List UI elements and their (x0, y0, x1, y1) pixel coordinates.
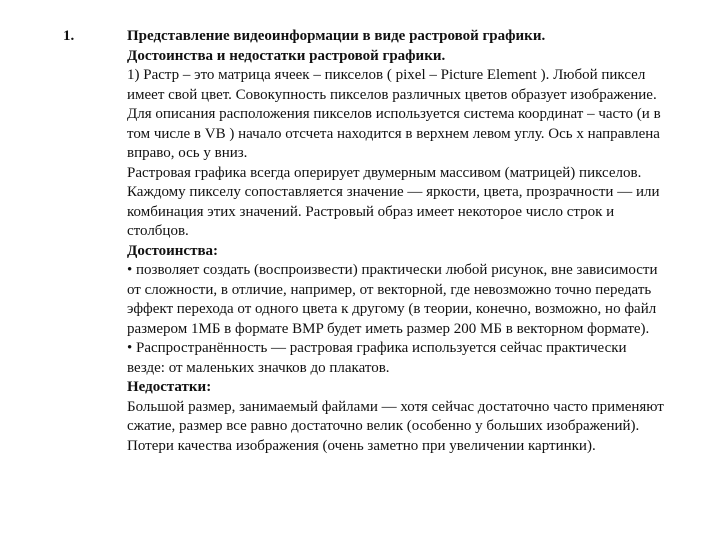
paragraph-raster-definition: 1) Растр – это матрица ячеек – пикселов ( pixel – Picture Element ). Любой пиксел имеет свой цвет. Совокупность пикселов различных цветов образует изображение. Для описания расположения пикселов используется система координат – часто (и в том числе в VB ) начало отсчета находится в верхнем левом углу. Ось x направлена вправо, ось y вниз. (127, 67, 661, 161)
advantages-heading: Достоинства: (127, 242, 219, 259)
disadvantages-heading: Недостатки: (127, 379, 212, 395)
advantage-bullet-2: • Распространённость — растровая графика используется сейчас практически везде: от маленьких значков до плакатов. (127, 340, 627, 376)
disadvantage-item-2: Потери качества изображения (очень заметно при увеличении картинки). (127, 437, 596, 454)
document-body (127, 27, 667, 456)
title-line-2: Достоинства и недостатки растровой графики. (127, 47, 446, 64)
disadvantage-item-1: Большой размер, занимаемый файлами — хотя сейчас достаточно часто применяют сжатие, размер все равно достаточно велик (особенно у больших изображений). (127, 398, 664, 434)
item-number: 1. (63, 28, 75, 44)
paragraph-raster-matrix: Растровая графика всегда оперирует двумерным массивом (матрицей) пикселов. Каждому пикселу сопоставляется значение — яркости, цвета, прозрачности — или комбинация этих значений. Растровый образ имеет некоторое число строк и столбцов. (127, 164, 660, 239)
advantage-bullet-1: • позволяет создать (воспроизвести) практически любой рисунок, вне зависимости от сложности, в отличие, например, от векторной, где невозможно точно передать эффект перехода от одного цвета к другому (в теории, конечно, возможно, но файл размером 1МБ в формате BMP будет иметь размер 200 МБ в векторном формате). (127, 262, 658, 337)
title-line-1: Представление видеоинформации в виде растровой графики. (127, 28, 546, 44)
